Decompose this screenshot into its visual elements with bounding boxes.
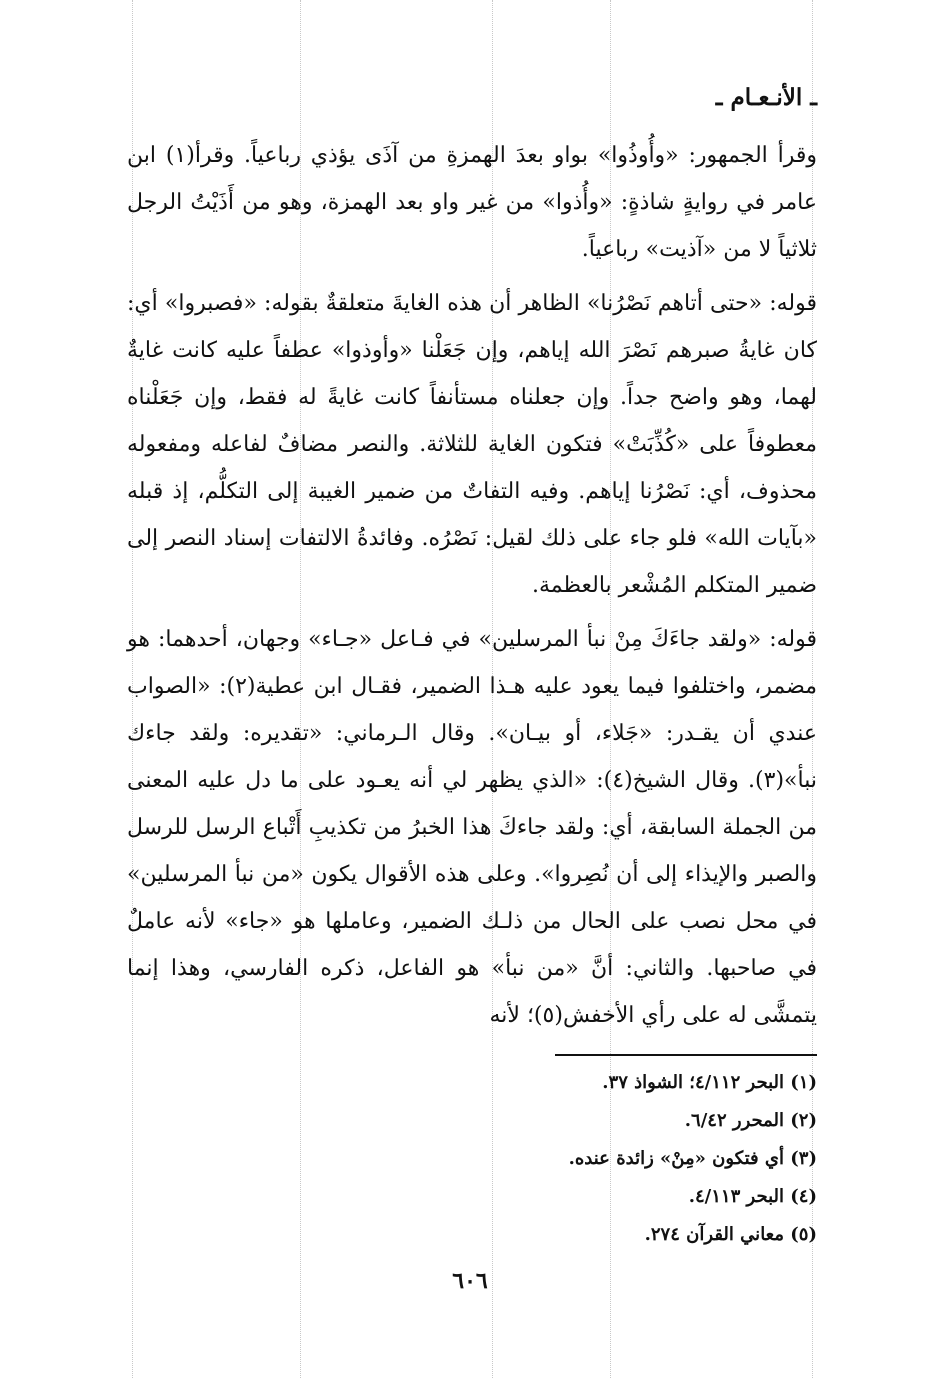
paragraph-reading-variant: وقرأ الجمهور: «وأُوذُوا» بواو بعدَ الهمزةِ من آذَى يؤذي رباعياً. وقرأ(١) ابن عامر في روايةٍ شاذةٍ: «وأُذوا» من غير واو بعد الهمزة، وهو من أَذَيْتُ الرجل ثلاثياً لا من «آذيت» رباعياً. bbox=[127, 143, 817, 262]
footnote-item: (١) البحر ٤/١١٢؛ الشواذ ٣٧. bbox=[602, 1072, 817, 1093]
footnotes-list bbox=[127, 1064, 817, 1254]
footnote-item: (٥) معاني القرآن ٢٧٤. bbox=[644, 1224, 817, 1245]
footnote-item: (٣) أي فتكون «مِنْ» زائدة عنده. bbox=[568, 1148, 817, 1169]
footnote-item: (٤) البحر ٤/١١٣. bbox=[688, 1186, 817, 1207]
running-title: ـ الأنـعـام ـ bbox=[715, 84, 817, 111]
page-number: ٦٠٦ bbox=[452, 1268, 488, 1294]
footnote-divider bbox=[555, 1054, 817, 1056]
paragraph-ja-aka: قوله: «ولقد جاءَكَ مِنْ نبأ المرسلين» في فـاعل «جـاء» وجهان، أحدهما: هو مضمر، واختلفوا فيما يعود عليه هـذا الضمير، فقـال ابن عطية(٢): «الصواب عندي أن يقـدر: «جَلاء، أو بيـان». وقال الـرماني: «تقديره: ولقد جاءك نبأ»(٣). وقال الشيخ(٤): «الذي يظهر لي أنه يعـود على ما دل عليه المعنى من الجملة السابقة، أي: ولقد جاءكَ هذا الخبرُ من تكذيبِ أَتْباع الرسل للرسل والصبر والإيذاء إلى أن نُصِروا». وعلى هذه الأقوال يكون «من نبأ المرسلين» في محل نصب على الحال من ذلـك الضمير، وعاملها هو «جاء» لأنه عاملٌ في صاحبها. والثاني: أنَّ «من نبأ» هو الفاعل، ذكره الفارسي، وهذا إنما يتمشَّى له على رأي الأخفش(٥)؛ لأنه bbox=[127, 627, 818, 1028]
footnote-item: (٢) المحرر ٦/٤٢. bbox=[684, 1110, 817, 1131]
paragraph-nasruna: قوله: «حتى أتاهم نَصْرُنا» الظاهر أن هذه الغايةَ متعلقةٌ بقوله: «فصبروا» أي: كان غايةُ صبرهم نَصْرَ الله إياهم، وإن جَعَلْنا «وأوذوا» عطفاً عليه كانت غايةٌ لهما، وهو واضح جداً. وإن جعلناه مستأنفاً كانت غايةً له فقط، وإن جَعَلْناه معطوفاً على «كُذِّبَتْ» فتكون الغاية للثلاثة. والنصر مضافٌ لفاعله ومفعوله محذوف، أي: نَصْرُنا إياهم. وفيه التفاتٌ من ضمير الغيبة إلى التكلُّم، إذ قبله «بآيات الله» فلو جاء على ذلك لقيل: نَصْرُه. وفائدةُ الالتفات إسناد النصر إلى ضمير المتكلم المُشْعر بالعظمة. bbox=[127, 291, 817, 598]
